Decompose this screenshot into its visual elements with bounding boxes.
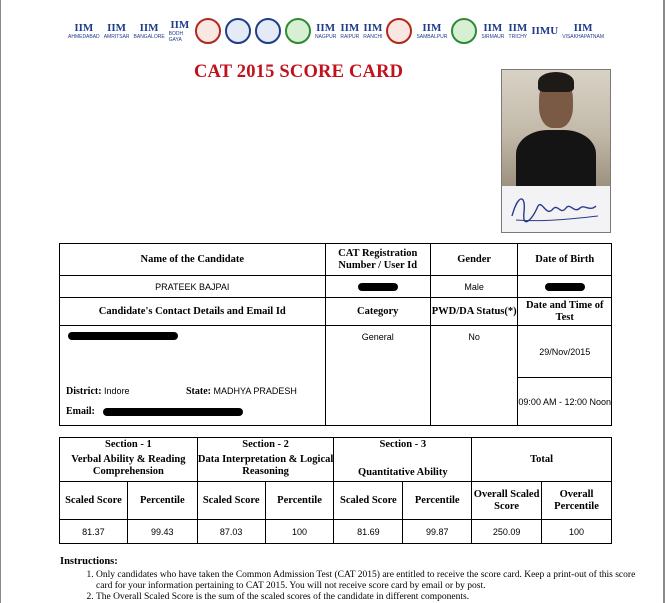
iim-logo-word: IIM bbox=[340, 21, 360, 34]
gender-label: Gender bbox=[430, 244, 517, 276]
iim-logo bbox=[340, 14, 359, 48]
registration-value bbox=[325, 276, 430, 298]
iim-logo-city: NAGPUR bbox=[314, 33, 337, 40]
redaction-mark bbox=[545, 283, 585, 291]
institute-emblem-icon bbox=[255, 18, 281, 44]
iim-logo bbox=[481, 14, 504, 48]
iim-logo bbox=[169, 14, 191, 48]
institute-emblem-icon bbox=[386, 18, 412, 44]
instruction-item: 2. The Overall Scaled Score is the sum of the scaled scores of the candidate in different components. bbox=[96, 592, 645, 603]
s2-percentile-value: 100 bbox=[265, 520, 334, 544]
iim-logo-word: IIM bbox=[107, 21, 127, 34]
name-label: Name of the Candidate bbox=[60, 244, 326, 276]
candidate-signature bbox=[502, 186, 610, 232]
s1-scaled-value: 81.37 bbox=[60, 520, 128, 544]
district-label: District: bbox=[66, 386, 102, 397]
email-label: Email: bbox=[66, 406, 95, 417]
page-border-left bbox=[0, 0, 1, 603]
iim-logo-city: TRICHY bbox=[508, 33, 528, 40]
score-table bbox=[59, 437, 612, 544]
iim-logo bbox=[68, 14, 100, 48]
section2-head: Section - 2 bbox=[197, 438, 334, 452]
iim-logo bbox=[104, 14, 130, 48]
page-title: CAT 2015 SCORE CARD bbox=[194, 62, 404, 82]
iim-logo-city: AHMEDABAD bbox=[68, 33, 100, 40]
iim-logo-word: IIM bbox=[363, 21, 383, 34]
iim-logo-word: IIM bbox=[139, 21, 159, 34]
institute-emblem-icon bbox=[195, 18, 221, 44]
s3-scaled-label: Scaled Score bbox=[334, 482, 403, 520]
test-date-value: 29/Nov/2015 bbox=[518, 326, 612, 378]
photo-hair bbox=[538, 72, 574, 92]
iim-logo bbox=[255, 14, 281, 48]
section3-head: Section - 3 bbox=[334, 438, 472, 452]
test-datetime-label: Date and Time of Test bbox=[518, 298, 612, 326]
iim-logo-city: BANGALORE bbox=[133, 33, 165, 40]
contact-label: Candidate's Contact Details and Email Id bbox=[60, 298, 326, 326]
state-value: MADHYA PRADESH bbox=[213, 386, 297, 396]
s1-percentile-value: 99.43 bbox=[127, 520, 197, 544]
photo-shirt bbox=[516, 130, 596, 186]
iim-logo-word: IIM bbox=[573, 21, 593, 34]
overall-percentile-value: 100 bbox=[542, 520, 612, 544]
candidate-photo-box bbox=[501, 69, 611, 233]
instructions-title: Instructions: bbox=[60, 556, 118, 567]
s2-scaled-label: Scaled Score bbox=[197, 482, 265, 520]
email-redaction bbox=[103, 408, 243, 416]
section3-name: Quantitative Ability bbox=[334, 452, 472, 482]
iim-logo-word: IIM bbox=[508, 21, 528, 34]
iim-logo-word: IIM bbox=[422, 21, 442, 34]
iim-logo-city: RANCHI bbox=[363, 33, 383, 40]
iim-logo-city: SIRMAUR bbox=[481, 33, 505, 40]
s2-scaled-value: 87.03 bbox=[197, 520, 265, 544]
redaction-mark bbox=[358, 283, 398, 291]
overall-scaled-value: 250.09 bbox=[472, 520, 542, 544]
address-redaction bbox=[68, 332, 178, 340]
name-value: PRATEEK BAJPAI bbox=[60, 276, 326, 298]
pwd-label: PWD/DA Status(*) bbox=[430, 298, 517, 326]
s3-scaled-value: 81.69 bbox=[334, 520, 403, 544]
s2-percentile-label: Percentile bbox=[265, 482, 334, 520]
test-time-value: 09:00 AM - 12:00 Noon bbox=[518, 378, 612, 426]
category-value: General bbox=[325, 326, 430, 426]
iim-logo bbox=[363, 14, 382, 48]
iim-logo-word: IIM bbox=[483, 21, 503, 34]
state-label: State: bbox=[186, 386, 211, 397]
iim-logo-city: BODH GAYA bbox=[168, 30, 184, 43]
iim-logo-city: SAMBALPUR bbox=[416, 33, 448, 40]
s1-percentile-label: Percentile bbox=[127, 482, 197, 520]
s3-percentile-label: Percentile bbox=[403, 482, 472, 520]
section2-name: Data Interpretation & Logical Reasoning bbox=[197, 452, 334, 482]
iim-logo bbox=[508, 14, 527, 48]
iim-logo bbox=[562, 14, 604, 48]
iim-logo-word: IIM bbox=[170, 18, 190, 31]
institute-emblem-icon bbox=[285, 18, 311, 44]
institute-emblem-icon bbox=[225, 18, 251, 44]
district-value: Indore bbox=[104, 386, 130, 396]
registration-label: CAT Registration Number / User Id bbox=[325, 244, 430, 276]
iim-logo bbox=[386, 14, 412, 48]
iim-logo bbox=[315, 14, 336, 48]
iim-logo bbox=[285, 14, 311, 48]
contact-details bbox=[60, 326, 326, 426]
signature-scribble-icon bbox=[502, 186, 610, 232]
iim-logo bbox=[225, 14, 251, 48]
iim-logo-city: AMRITSAR bbox=[103, 33, 130, 40]
iim-logo-strip bbox=[68, 13, 608, 49]
pwd-value: No bbox=[430, 326, 517, 426]
iim-logo-city: VISAKHAPATNAM bbox=[562, 33, 604, 40]
candidate-details-table bbox=[59, 243, 612, 426]
section1-head: Section - 1 bbox=[60, 438, 198, 452]
iim-logo-word: IIM bbox=[316, 21, 336, 34]
overall-percentile-label: Overall Percentile bbox=[542, 482, 612, 520]
gender-value: Male bbox=[430, 276, 517, 298]
s1-scaled-label: Scaled Score bbox=[60, 482, 128, 520]
category-label: Category bbox=[325, 298, 430, 326]
iim-logo-city: RAIPUR bbox=[340, 33, 360, 40]
iim-logo-word: IIMU bbox=[531, 24, 559, 37]
candidate-photo bbox=[502, 70, 610, 186]
instruction-item: 1. Only candidates who have taken the Common Admission Test (CAT 2015) are entitled to receive the score card. Keep a print-out of this score card for your information pertaining to CAT 2015. You will not receive score card by email or by post. bbox=[96, 570, 645, 592]
overall-scaled-label: Overall Scaled Score bbox=[472, 482, 542, 520]
total-head: Total bbox=[472, 438, 612, 482]
iim-logo bbox=[451, 14, 477, 48]
iim-logo-word: IIM bbox=[74, 21, 94, 34]
dob-value bbox=[518, 276, 612, 298]
iim-logo bbox=[195, 14, 221, 48]
section1-name: Verbal Ability & Reading Comprehension bbox=[60, 452, 198, 482]
instructions-list bbox=[80, 570, 645, 603]
iim-logo bbox=[531, 14, 558, 48]
institute-emblem-icon bbox=[451, 18, 477, 44]
dob-label: Date of Birth bbox=[518, 244, 612, 276]
iim-logo bbox=[134, 14, 165, 48]
iim-logo bbox=[416, 14, 447, 48]
s3-percentile-value: 99.87 bbox=[403, 520, 472, 544]
